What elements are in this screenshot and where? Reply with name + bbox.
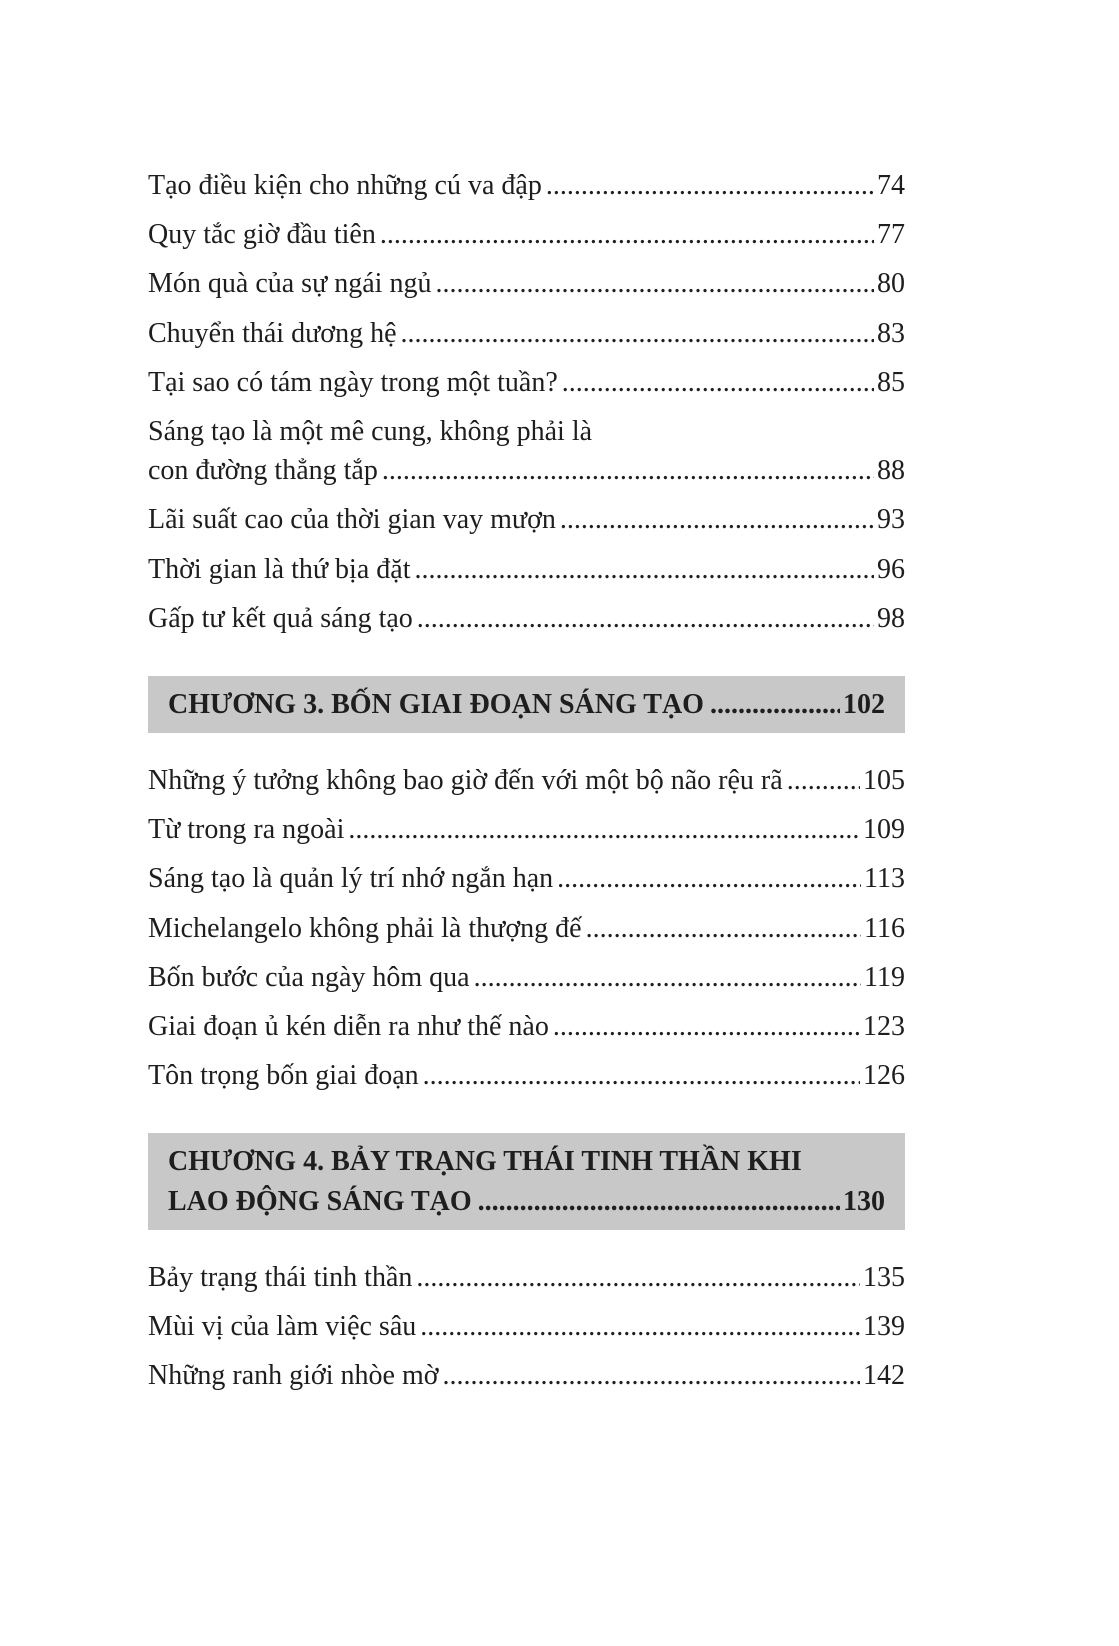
page-number: 85 [877, 366, 905, 398]
table-of-contents [148, 166, 905, 1395]
toc-entry-title: Bảy trạng thái tinh thần [148, 1261, 413, 1293]
dot-leader [382, 451, 874, 490]
page-number: 105 [863, 765, 905, 797]
toc-entry [148, 909, 905, 948]
toc-entry [148, 859, 905, 898]
page-number: 113 [864, 863, 905, 895]
chapter-title: LAO ĐỘNG SÁNG TẠO [168, 1185, 472, 1217]
dot-leader [560, 500, 874, 539]
chapter-heading [148, 676, 905, 733]
dot-leader [562, 363, 874, 402]
dot-leader [443, 1356, 860, 1395]
toc-entry [148, 1007, 905, 1046]
toc-entry-title: Món quà của sự ngái ngủ [148, 268, 432, 300]
page-number: 83 [877, 317, 905, 349]
page-number: 139 [863, 1310, 905, 1342]
page-number: 142 [863, 1360, 905, 1392]
dot-leader [435, 264, 874, 303]
toc-entry [148, 264, 905, 303]
dot-leader [401, 314, 875, 353]
toc-entry [148, 412, 905, 490]
toc-entry [148, 314, 905, 353]
page-number: 96 [877, 553, 905, 585]
toc-entry-title: Lãi suất cao của thời gian vay mượn [148, 504, 556, 536]
chapter-title: CHƯƠNG 3. BỐN GIAI ĐOẠN SÁNG TẠO [168, 688, 704, 720]
toc-entry-title: Những ý tưởng không bao giờ đến với một bộ não rệu rã [148, 765, 783, 797]
toc-entry [148, 550, 905, 589]
toc-entry [148, 599, 905, 638]
toc-entry [148, 1056, 905, 1095]
page-number: 93 [877, 504, 905, 536]
page-number: 123 [863, 1011, 905, 1042]
page-number: 77 [877, 219, 905, 251]
page-number: 80 [877, 268, 905, 300]
toc-entry-title: Chuyển thái dương hệ [148, 317, 397, 349]
dot-leader [553, 1007, 860, 1046]
page-number: 109 [863, 814, 905, 846]
toc-entry-title: Giai đoạn ủ kén diễn ra như thế nào [148, 1011, 549, 1042]
toc-entry [148, 1356, 905, 1395]
page-number: 116 [864, 912, 905, 944]
toc-entry-title: Tôn trọng bốn giai đoạn [148, 1060, 419, 1092]
toc-entry-title: con đường thẳng tắp [148, 455, 378, 487]
toc-entry [148, 761, 905, 800]
toc-entry-title: Tại sao có tám ngày trong một tuần? [148, 366, 558, 398]
dot-leader [474, 958, 861, 997]
toc-entry-title: Gấp tư kết quả sáng tạo [148, 602, 413, 634]
toc-entry-title: Michelangelo không phải là thượng đế [148, 912, 582, 944]
dot-leader [586, 909, 861, 948]
toc-entry [148, 810, 905, 849]
toc-entry-title: Tạo điều kiện cho những cú va đập [148, 170, 542, 201]
toc-entry-title: Thời gian là thứ bịa đặt [148, 553, 411, 585]
page-number: 130 [843, 1185, 885, 1217]
dot-leader [420, 1307, 860, 1346]
toc-entry-title: Bốn bước của ngày hôm qua [148, 961, 470, 993]
page-number: 88 [877, 455, 905, 487]
dot-leader [423, 1056, 860, 1095]
dot-leader [546, 166, 874, 205]
page-number: 98 [877, 602, 905, 634]
toc-entry [148, 1258, 905, 1297]
chapter-heading [148, 1133, 905, 1229]
toc-entry-title: Từ trong ra ngoài [148, 814, 345, 846]
toc-entry [148, 500, 905, 539]
dot-leader [787, 761, 860, 800]
toc-entry-title: Mùi vị của làm việc sâu [148, 1310, 417, 1342]
toc-entry [148, 363, 905, 402]
toc-entry-title: Quy tắc giờ đầu tiên [148, 219, 376, 251]
chapter-title-line1: CHƯƠNG 4. BẢY TRẠNG THÁI TINH THẦN KHI [168, 1146, 802, 1178]
dot-leader [414, 550, 874, 589]
page-number: 119 [864, 961, 905, 993]
dot-leader [380, 215, 874, 254]
dot-leader [557, 859, 861, 898]
page-number: 135 [863, 1261, 905, 1293]
dot-leader [348, 810, 860, 849]
page-number: 102 [843, 688, 885, 720]
toc-entry [148, 1307, 905, 1346]
toc-entry [148, 215, 905, 254]
page-number: 126 [863, 1060, 905, 1092]
page-number: 74 [877, 170, 905, 201]
dot-leader [416, 1258, 860, 1297]
dot-leader [478, 1182, 840, 1221]
toc-entry [148, 166, 905, 205]
dot-leader [417, 599, 874, 638]
toc-entry [148, 958, 905, 997]
toc-entry-title: Những ranh giới nhòe mờ [148, 1360, 439, 1392]
toc-entry-title: Sáng tạo là quản lý trí nhớ ngắn hạn [148, 863, 554, 895]
dot-leader [710, 685, 840, 724]
toc-entry-line1: Sáng tạo là một mê cung, không phải là [148, 415, 593, 447]
